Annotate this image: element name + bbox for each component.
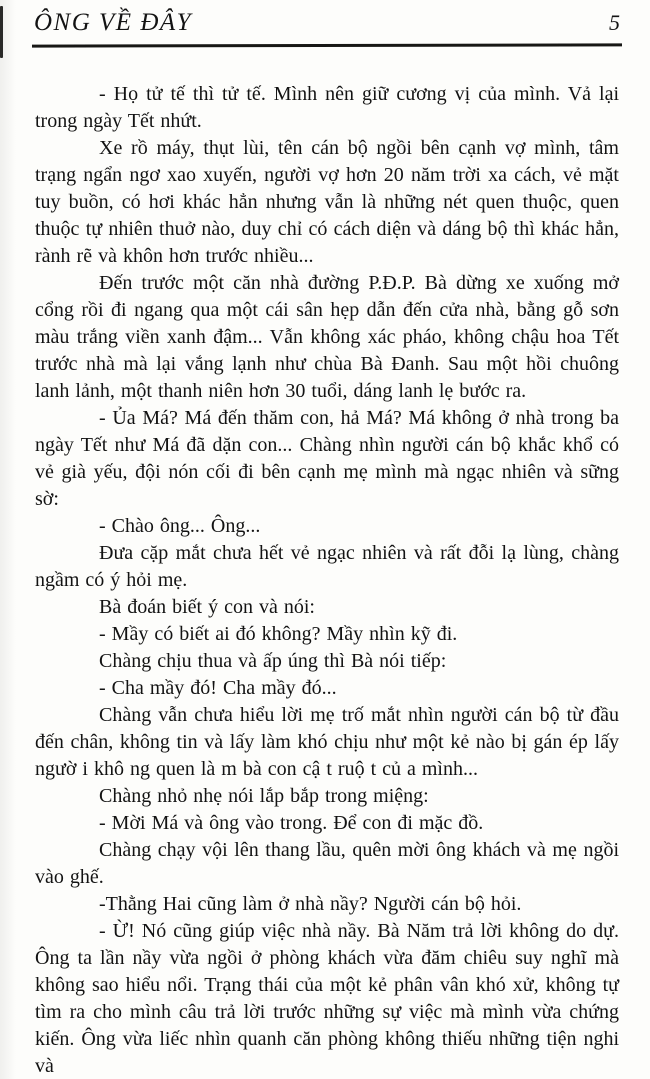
running-header xyxy=(34,9,622,37)
paragraph: - Ừ! Nó cũng giúp việc nhà nầy. Bà Năm trả lời không do dự. Ông ta lần nầy vừa ngồi ở phòng khách vừa đăm chiêu suy nghĩ mà không sao hiểu nổi. Trạng thái của một kẻ phân vân khó xử, không tự tìm ra cho mình câu trả lời trước những sự việc mà mình vừa chứng kiến. Ông vừa liếc nhìn quanh căn phòng không thiếu những tiện nghi và xyxy=(35,920,619,1077)
book-title: ÔNG VỀ ĐÂY xyxy=(34,9,193,36)
paragraph: - Chào ông... Ông... xyxy=(99,515,261,537)
page-number: 5 xyxy=(609,10,620,35)
paragraph: Chàng chịu thua và ấp úng thì Bà nói tiếp: xyxy=(99,650,447,672)
page-body-text xyxy=(35,81,619,1079)
paragraph: - Họ tử tế thì tử tế. Mình nên giữ cương vị của mình. Vả lại trong ngày Tết nhứt. xyxy=(35,83,619,132)
scan-edge-shadow xyxy=(0,0,16,1079)
paragraph: Chàng nhỏ nhẹ nói lắp bắp trong miệng: xyxy=(99,785,429,807)
paragraph: Đưa cặp mắt chưa hết vẻ ngạc nhiên và rất đỗi lạ lùng, chàng ngầm có ý hỏi mẹ. xyxy=(35,542,619,591)
header-rule xyxy=(32,43,622,47)
paragraph: - Mời Má và ông vào trong. Để con đi mặc đồ. xyxy=(99,812,484,834)
paragraph: -Thằng Hai cũng làm ở nhà nầy? Người cán bộ hỏi. xyxy=(99,893,522,915)
scan-edge-mark xyxy=(0,6,3,58)
paragraph: Bà đoán biết ý con và nói: xyxy=(99,596,315,618)
paragraph: Đến trước một căn nhà đường P.Đ.P. Bà dừng xe xuống mở cổng rồi đi ngang qua một cái sân hẹp dẫn đến cửa nhà, bằng gỗ sơn màu trắng viền xanh đậm... Vẫn không xác pháo, không chậu hoa Tết trước nhà mà lại vắng lạnh như chùa Bà Đanh. Sau một hồi chuông lanh lảnh, một thanh niên hơn 30 tuổi, dáng lanh lẹ bước ra. xyxy=(35,272,619,402)
paragraph: Xe rồ máy, thụt lùi, tên cán bộ ngồi bên cạnh vợ mình, tâm trạng ngẩn ngơ xao xuyến, người vợ hơn 20 năm trời xa cách, vẻ mặt tuy buồn, có hơi khác hẳn nhưng vẫn là những nét quen thuộc, quen thuộc tự nhiên thuở nào, duy chỉ có cách diện và dáng bộ thì khác hẳn, rành rẽ và khôn hơn trước nhiều... xyxy=(35,137,619,267)
paragraph: - Ủa Má? Má đến thăm con, hả Má? Má không ở nhà trong ba ngày Tết như Má đã dặn con... Chàng nhìn người cán bộ khắc khổ có vẻ già yếu, đội nón cối đi bên cạnh mẹ mình mà ngạc nhiên và sững sờ: xyxy=(35,407,619,510)
paragraph: - Cha mầy đó! Cha mầy đó... xyxy=(99,677,337,699)
paragraph: - Mầy có biết ai đó không? Mầy nhìn kỹ đi. xyxy=(99,623,458,645)
paragraph: Chàng vẫn chưa hiểu lời mẹ trố mắt nhìn người cán bộ từ đầu đến chân, không tin và lấy làm khó chịu như một kẻ nào bị gán ép lấy ngườ i khô ng quen là m bà con cậ t ruộ t củ a mình... xyxy=(35,704,619,780)
paragraph: Chàng chạy vội lên thang lầu, quên mời ông khách và mẹ ngồi vào ghế. xyxy=(35,839,619,888)
